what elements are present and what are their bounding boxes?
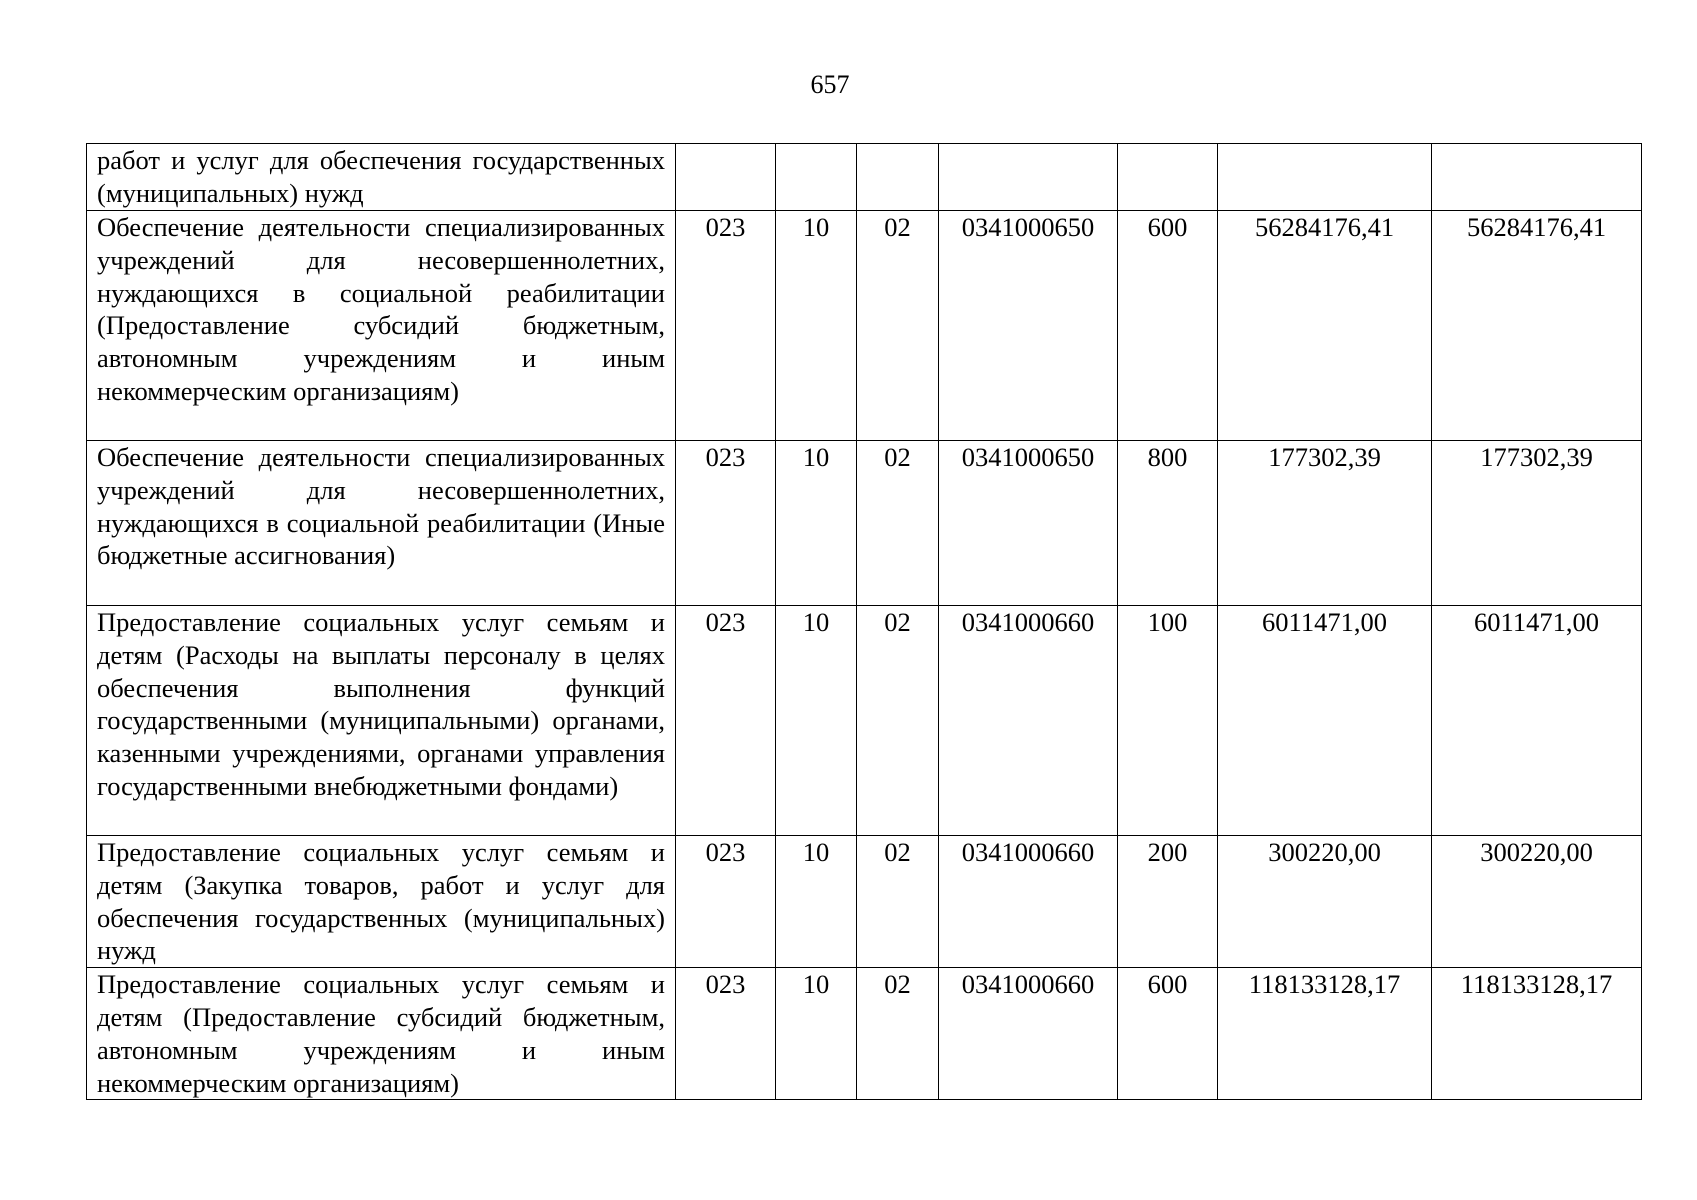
expense-type-code: 100 (1118, 606, 1218, 836)
ministry-code: 023 (676, 968, 776, 1100)
amount-2: 6011471,00 (1432, 606, 1642, 836)
target-article-code: 0341000660 (939, 606, 1118, 836)
target-article-code (939, 144, 1118, 211)
amount-2: 56284176,41 (1432, 211, 1642, 441)
section-code (776, 144, 857, 211)
target-article-code: 0341000660 (939, 968, 1118, 1100)
ministry-code (676, 144, 776, 211)
table-row (87, 606, 1642, 836)
row-description: Предоставление социальных услуг семьям и детям (Закупка товаров, работ и услуг для обеспечения государственных (муниципальных) нужд (87, 836, 676, 968)
target-article-code: 0341000660 (939, 836, 1118, 968)
subsection-code: 02 (857, 968, 939, 1100)
expense-type-code: 800 (1118, 441, 1218, 606)
amount-1: 300220,00 (1218, 836, 1432, 968)
amount-1: 6011471,00 (1218, 606, 1432, 836)
table-row (87, 836, 1642, 968)
expense-type-code (1118, 144, 1218, 211)
subsection-code: 02 (857, 606, 939, 836)
section-code: 10 (776, 441, 857, 606)
amount-2: 177302,39 (1432, 441, 1642, 606)
table-row (87, 144, 1642, 211)
amount-1: 177302,39 (1218, 441, 1432, 606)
ministry-code: 023 (676, 211, 776, 441)
subsection-code (857, 144, 939, 211)
expense-type-code: 600 (1118, 211, 1218, 441)
row-description: Обеспечение деятельности специализированных учреждений для несовершеннолетних, нуждающихся в социальной реабилитации (Иные бюджетные ассигнования) (87, 441, 676, 606)
target-article-code: 0341000650 (939, 441, 1118, 606)
section-code: 10 (776, 968, 857, 1100)
amount-1: 56284176,41 (1218, 211, 1432, 441)
subsection-code: 02 (857, 211, 939, 441)
subsection-code: 02 (857, 836, 939, 968)
row-description: Предоставление социальных услуг семьям и детям (Предоставление субсидий бюджетным, автономным учреждениям и иным некоммерческим организациям) (87, 968, 676, 1100)
expense-type-code: 200 (1118, 836, 1218, 968)
amount-2 (1432, 144, 1642, 211)
row-description: работ и услуг для обеспечения государственных (муниципальных) нужд (87, 144, 676, 211)
page-number: 657 (810, 70, 850, 99)
amount-2: 300220,00 (1432, 836, 1642, 968)
table-row (87, 211, 1642, 441)
section-code: 10 (776, 606, 857, 836)
table-row (87, 968, 1642, 1100)
budget-table (86, 143, 1642, 1100)
ministry-code: 023 (676, 606, 776, 836)
amount-1: 118133128,17 (1218, 968, 1432, 1100)
table-row (87, 441, 1642, 606)
section-code: 10 (776, 211, 857, 441)
ministry-code: 023 (676, 836, 776, 968)
row-description: Обеспечение деятельности специализированных учреждений для несовершеннолетних, нуждающихся в социальной реабилитации (Предоставление субсидий бюджетным, автономным учреждениям и иным некоммерческим организациям) (87, 211, 676, 441)
section-code: 10 (776, 836, 857, 968)
row-description: Предоставление социальных услуг семьям и детям (Расходы на выплаты персоналу в целях обеспечения выполнения функций государственными (муниципальными) органами, казенными учреждениями, органами управления государственными внебюджетными фондами) (87, 606, 676, 836)
subsection-code: 02 (857, 441, 939, 606)
amount-2: 118133128,17 (1432, 968, 1642, 1100)
ministry-code: 023 (676, 441, 776, 606)
expense-type-code: 600 (1118, 968, 1218, 1100)
target-article-code: 0341000650 (939, 211, 1118, 441)
amount-1 (1218, 144, 1432, 211)
